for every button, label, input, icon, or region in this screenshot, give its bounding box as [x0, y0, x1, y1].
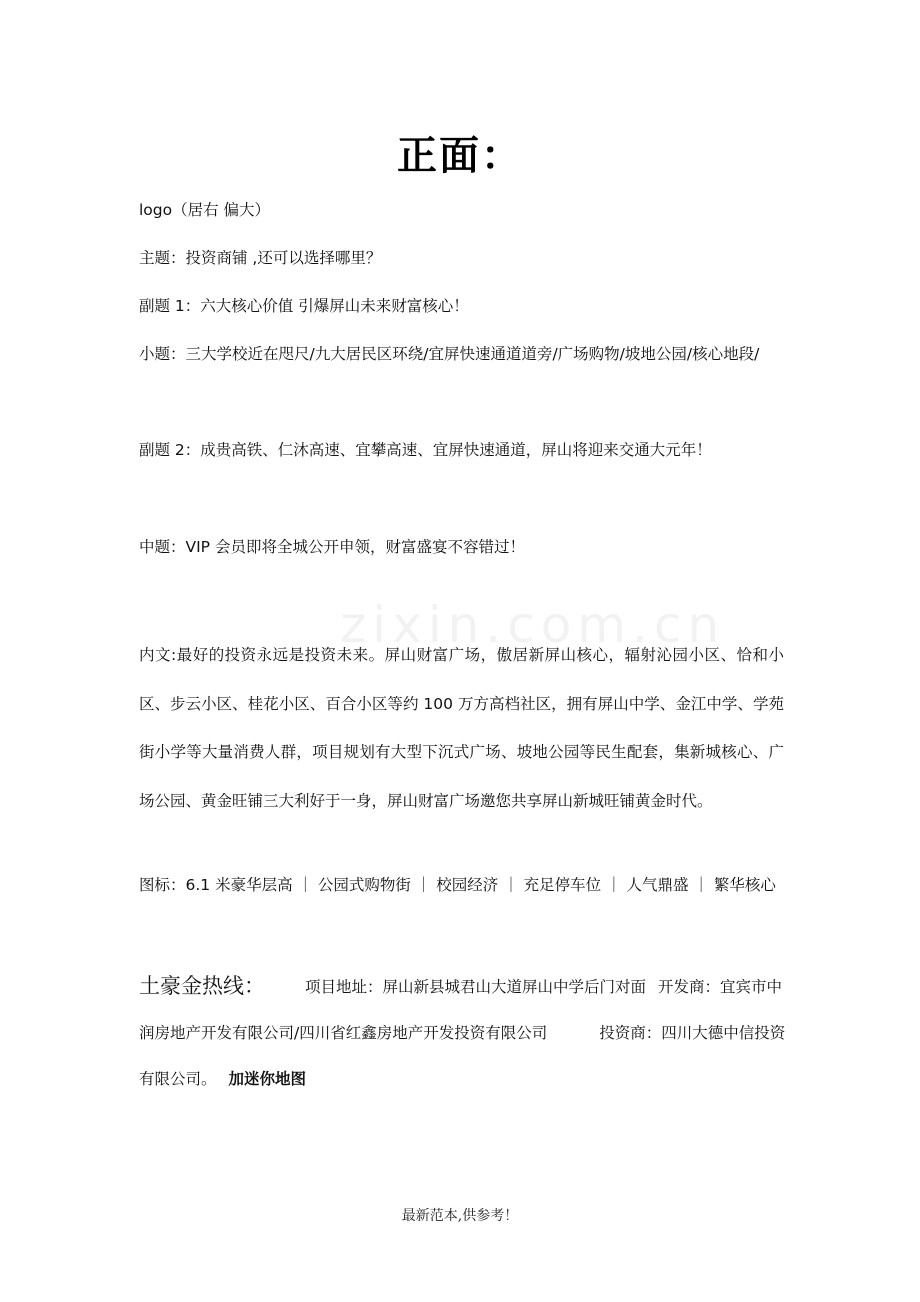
theme-line: 主题：投资商铺 ,还可以选择哪里？: [139, 249, 382, 267]
subtitle1-line: 副题 1：六大核心价值 引爆屏山未来财富核心！: [139, 297, 469, 315]
page-title: 正面：: [397, 133, 523, 179]
project-address: 项目地址：屏山新县城君山大道屏山中学后门对面: [305, 978, 647, 996]
developer: 开发商：宜宾市中润房地产开发有限公司/四川省红鑫房地产开发投资有限公司: [139, 978, 783, 1042]
icons-line: 图标：6.1 米豪华层高 ｜ 公园式购物街 ｜ 校园经济 ｜ 充足停车位 ｜ 人气鼎盛 ｜ 繁华核心: [139, 876, 776, 894]
watermark: zixin.com.cn: [340, 596, 726, 654]
body-paragraph: 内文:最好的投资永远是投资未来。屏山财富广场，傲居新屏山核心，辐射沁园小区、恰和小区、步云小区、桂花小区、百合小区等约 100 万方高档社区，拥有屏山中学、金江中学、学苑街小学等大量消费人群，项目规划有大型下沉式广场、坡地公园等民生配套，集新城核心、广场公园、黄金旺铺三大利好于一身，屏山财富广场邀您共享屏山新城旺铺黄金时代。: [139, 646, 784, 810]
logo-line: logo（居右 偏大）: [139, 201, 271, 219]
minor-title-line: 小题：三大学校近在咫尺/九大居民区环绕/宜屏快速通道道旁/广场购物/坡地公园/核心地段/: [139, 345, 760, 363]
middle-title-line: 中题：VIP 会员即将全城公开申领，财富盛宴不容错过！: [139, 538, 525, 556]
hotline-block: [139, 963, 794, 1102]
subtitle2-line: 副题 2：成贵高铁、仁沐高速、宜攀高速、宜屏快速通道，屏山将迎来交通大元年！: [139, 441, 712, 459]
hotline-label: 土豪金热线：: [139, 974, 265, 998]
map-note: 加迷你地图: [228, 1070, 307, 1088]
investor: 投资商：四川大德中信投资有限公司。: [139, 1024, 786, 1088]
footer-note: 最新范本,供参考！: [401, 1208, 519, 1224]
